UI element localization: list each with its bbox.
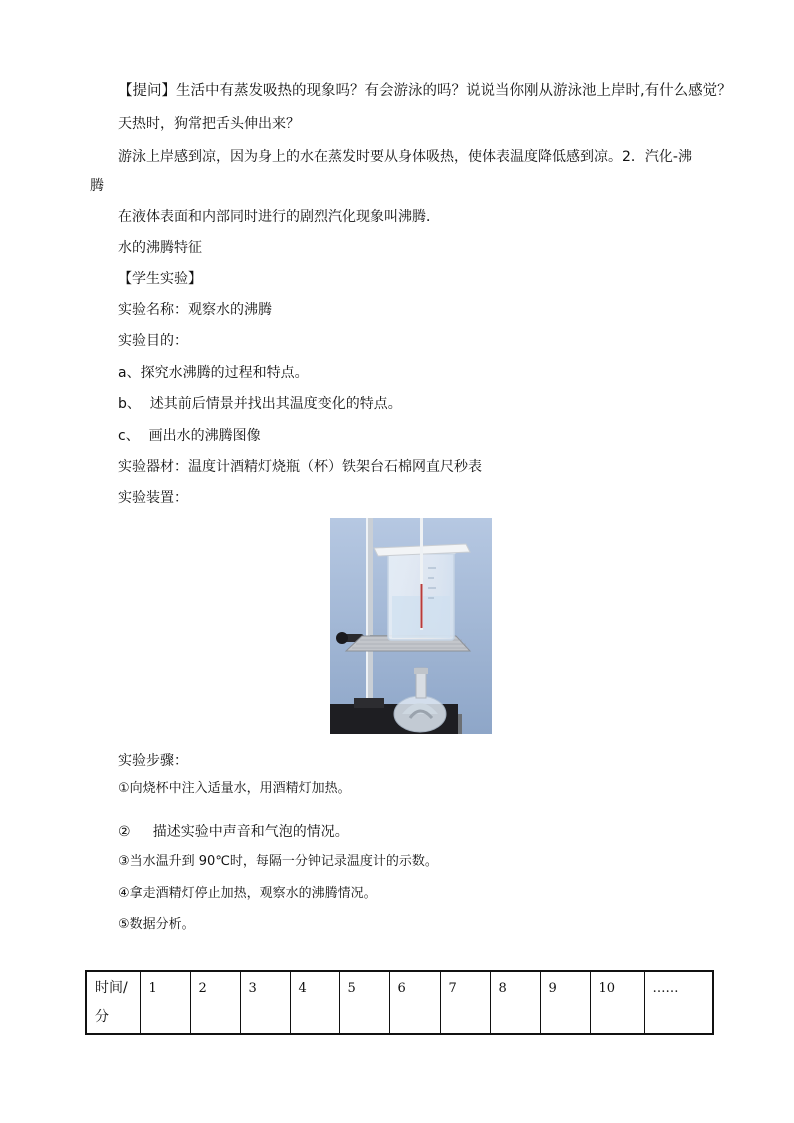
equipment-list: 实验器材：温度计酒精灯烧瓶（杯）铁架台石棉网直尺秒表 bbox=[118, 459, 482, 475]
step-4: ④拿走酒精灯停止加热，观察水的沸腾情况。 bbox=[118, 886, 377, 901]
table-cell: 9 bbox=[540, 971, 590, 1034]
swimming-explanation-line2: 腾 bbox=[90, 178, 104, 194]
apparatus-photo bbox=[330, 518, 492, 734]
boiling-features-heading: 水的沸腾特征 bbox=[118, 240, 202, 256]
purpose-item-c: c、 画出水的沸腾图像 bbox=[118, 428, 261, 444]
table-cell: …… bbox=[644, 971, 713, 1034]
table-cell: 2 bbox=[190, 971, 240, 1034]
step-5: ⑤数据分析。 bbox=[118, 917, 195, 932]
time-record-table bbox=[85, 970, 714, 1035]
purpose-item-a: a、探究水沸腾的过程和特点。 bbox=[118, 365, 309, 381]
table-cell: 5 bbox=[339, 971, 389, 1034]
table-cell: 4 bbox=[290, 971, 339, 1034]
apparatus-heading: 实验装置： bbox=[118, 490, 188, 506]
time-header-cell: 时间/ 分 bbox=[86, 971, 140, 1034]
dog-tongue-paragraph: 天热时，狗常把舌头伸出来？ bbox=[118, 116, 300, 132]
step-2: ② 描述实验中声音和气泡的情况。 bbox=[118, 824, 349, 840]
student-experiment-heading: 【学生实验】 bbox=[118, 271, 202, 287]
boiling-definition: 在液体表面和内部同时进行的剧烈汽化现象叫沸腾． bbox=[118, 209, 440, 225]
experiment-purpose-heading: 实验目的： bbox=[118, 333, 188, 349]
step-3: ③当水温升到 90℃时，每隔一分钟记录温度计的示数。 bbox=[118, 854, 438, 869]
step-1: ①向烧杯中注入适量水，用酒精灯加热。 bbox=[118, 781, 351, 796]
table-cell: 6 bbox=[389, 971, 440, 1034]
steps-heading: 实验步骤： bbox=[118, 753, 188, 769]
table-row bbox=[86, 971, 713, 1034]
table-cell: 7 bbox=[440, 971, 490, 1034]
experiment-name: 实验名称：观察水的沸腾 bbox=[118, 302, 272, 318]
table-cell: 3 bbox=[240, 971, 290, 1034]
table-cell: 10 bbox=[590, 971, 644, 1034]
purpose-item-b: b、 述其前后情景并找出其温度变化的特点。 bbox=[118, 396, 402, 412]
swimming-explanation-line1: 游泳上岸感到凉，因为身上的水在蒸发时要从身体吸热，使体表温度降低感到凉。2．汽化-沸 bbox=[118, 149, 692, 165]
table-cell: 1 bbox=[140, 971, 190, 1034]
table-cell: 8 bbox=[490, 971, 540, 1034]
question-paragraph: 【提问】生活中有蒸发吸热的现象吗？有会游泳的吗？说说当你刚从游泳池上岸时,有什么感觉？ bbox=[118, 83, 732, 99]
